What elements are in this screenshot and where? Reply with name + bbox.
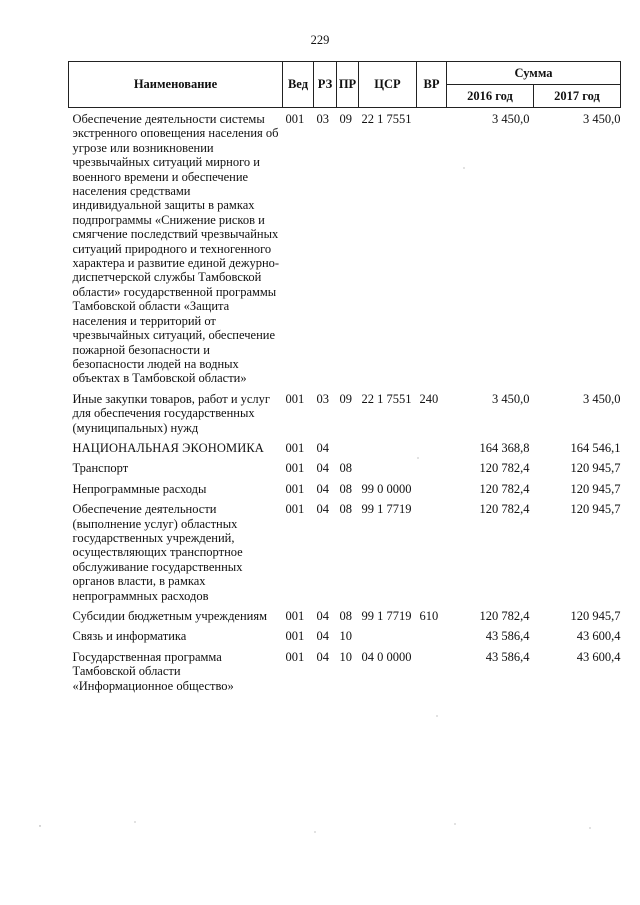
row-name: Непрограммные расходы <box>72 481 207 496</box>
row-sum-2017: 164 546,1 <box>570 440 621 455</box>
row-sum-2017: 120 945,7 <box>570 502 621 517</box>
table-body <box>69 108 621 700</box>
row-rz: 03 <box>316 112 329 126</box>
row-vr: 240 <box>419 391 439 406</box>
row-ved: 001 <box>285 481 305 496</box>
header-csr: ЦСР <box>359 62 417 108</box>
row-name: Государственная программа Тамбовской области «Информационное общество» <box>72 649 234 693</box>
row-pr: 10 <box>339 649 352 664</box>
row-name: Транспорт <box>72 461 129 476</box>
row-rz: 04 <box>316 629 329 644</box>
table-row <box>69 650 621 699</box>
row-sum-2017: 3 450,0 <box>583 391 621 406</box>
row-ved: 001 <box>285 112 305 126</box>
row-pr: 08 <box>339 609 352 623</box>
header-sum: Сумма <box>447 62 621 85</box>
row-csr: 04 0 0000 <box>361 649 412 664</box>
row-ved: 001 <box>285 609 305 623</box>
row-name: НАЦИОНАЛЬНАЯ ЭКОНОМИКА <box>72 440 264 455</box>
table-row <box>69 609 621 629</box>
row-ved: 001 <box>285 461 305 476</box>
row-vr <box>417 461 447 481</box>
row-pr: 10 <box>339 629 352 644</box>
header-name: Наименование <box>69 62 283 108</box>
header-year-2016: 2016 год <box>447 85 534 108</box>
table-row <box>69 392 621 441</box>
row-rz: 04 <box>316 440 329 455</box>
row-csr: 99 1 7719 <box>361 609 412 623</box>
table-row <box>69 461 621 481</box>
row-ved: 001 <box>285 649 305 664</box>
row-pr: 08 <box>339 502 352 517</box>
row-rz: 03 <box>316 391 329 406</box>
row-vr <box>417 502 447 609</box>
row-vr <box>417 650 447 699</box>
row-vr: 610 <box>419 609 439 623</box>
row-csr: 99 1 7719 <box>361 502 412 517</box>
budget-table <box>68 61 621 699</box>
header-vr: ВР <box>417 62 447 108</box>
row-sum-2016: 120 782,4 <box>479 609 530 623</box>
row-name: Связь и информатика <box>72 629 187 644</box>
row-rz: 04 <box>316 502 329 517</box>
row-pr: 09 <box>339 391 352 406</box>
table-row <box>69 629 621 649</box>
row-sum-2017: 120 945,7 <box>570 481 621 496</box>
row-name: Обеспечение деятельности (выполнение услуг) областных государственных учреждений, осуществляющих транспортное обслуживание государственных органов власти, в рамках непрограммных расходов <box>72 502 243 603</box>
row-ved: 001 <box>285 440 305 455</box>
row-vr <box>417 108 447 392</box>
row-vr <box>417 629 447 649</box>
row-csr: 22 1 7551 <box>361 112 412 126</box>
row-rz: 04 <box>316 649 329 664</box>
row-sum-2017: 43 600,4 <box>576 649 621 664</box>
table-row <box>69 502 621 609</box>
row-sum-2016: 3 450,0 <box>492 391 530 406</box>
row-name: Субсидии бюджетным учреждениям <box>72 609 268 623</box>
row-name: Иные закупки товаров, работ и услуг для обеспечения государственных (муниципальных) нужд <box>72 391 271 435</box>
row-sum-2016: 120 782,4 <box>479 481 530 496</box>
table-row <box>69 108 621 392</box>
header-pr: ПР <box>337 62 359 108</box>
row-csr: 99 0 0000 <box>361 481 412 496</box>
row-pr <box>337 441 359 461</box>
row-ved: 001 <box>285 629 305 644</box>
row-pr: 08 <box>339 481 352 496</box>
row-rz: 04 <box>316 481 329 496</box>
row-sum-2016: 43 586,4 <box>485 629 530 644</box>
row-sum-2017: 3 450,0 <box>583 112 621 126</box>
row-sum-2016: 164 368,8 <box>479 440 530 455</box>
row-rz: 04 <box>316 609 329 623</box>
table-row <box>69 482 621 502</box>
row-sum-2017: 120 945,7 <box>570 609 621 623</box>
table-row <box>69 441 621 461</box>
row-csr <box>359 461 417 481</box>
row-sum-2016: 3 450,0 <box>492 112 530 126</box>
row-name: Обеспечение деятельности системы экстренного оповещения населения об угрозе или возникновении чрезвычайных ситуаций мирного и военного времени и обеспечение населения средствами индивидуальной защиты в рамках подпрограммы «Снижение рисков и смягчение последствий чрезвычайных ситуаций природного и техногенного характера и развитие единой дежурно-диспетчерской службы Тамбовской области» государственной программы Тамбовской области «Защита населения и территорий от чрезвычайных ситуаций, обеспечение пожарной безопасности и безопасности людей на водных объектах в Тамбовской области» <box>72 112 280 386</box>
header-year-2017: 2017 год <box>534 85 621 108</box>
header-rz: РЗ <box>314 62 337 108</box>
table-header <box>69 62 621 108</box>
row-ved: 001 <box>285 502 305 517</box>
page-number: 229 <box>310 33 330 47</box>
row-pr: 09 <box>339 112 352 126</box>
row-sum-2016: 120 782,4 <box>479 502 530 517</box>
row-vr <box>417 482 447 502</box>
row-csr <box>359 441 417 461</box>
row-sum-2016: 43 586,4 <box>485 649 530 664</box>
row-ved: 001 <box>285 391 305 406</box>
row-sum-2017: 43 600,4 <box>576 629 621 644</box>
row-rz: 04 <box>316 461 329 476</box>
row-vr <box>417 441 447 461</box>
row-csr: 22 1 7551 <box>361 391 412 406</box>
header-ved: Вед <box>283 62 314 108</box>
row-sum-2016: 120 782,4 <box>479 461 530 476</box>
row-sum-2017: 120 945,7 <box>570 461 621 476</box>
row-csr <box>359 629 417 649</box>
row-pr: 08 <box>339 461 352 476</box>
